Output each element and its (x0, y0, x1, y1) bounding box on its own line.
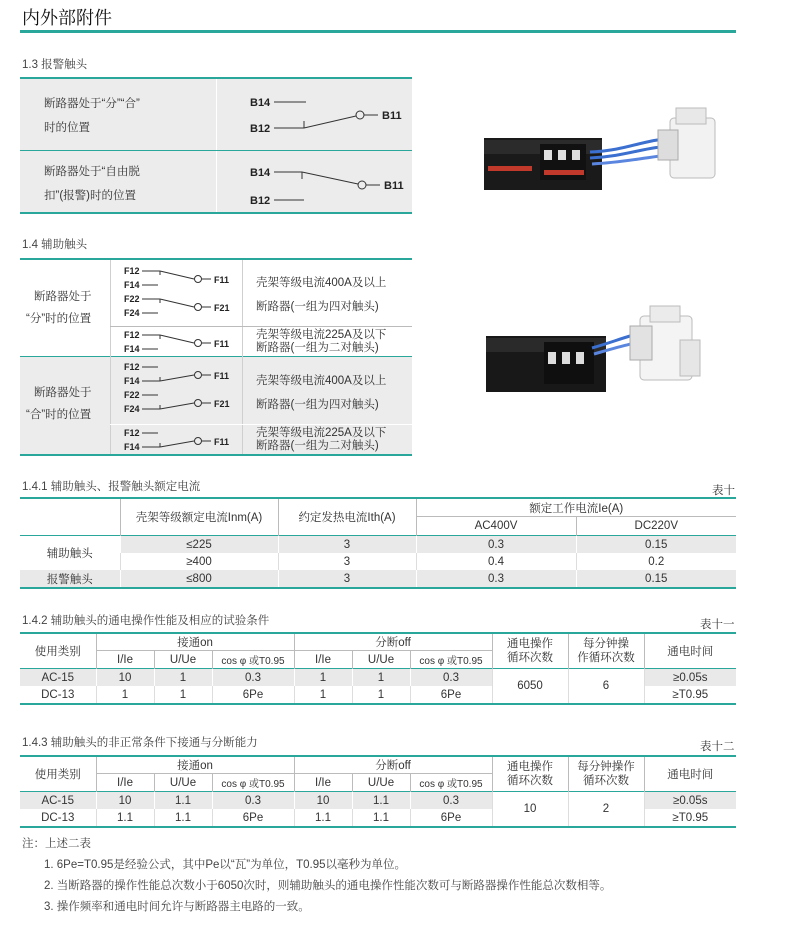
aux-closed-desc225-b: 断路器(一组为二对触头) (256, 440, 379, 452)
label-f24: F24 (124, 404, 140, 414)
label-b12: B12 (250, 123, 271, 135)
label-f12: F12 (124, 330, 140, 340)
cell: 3 (278, 570, 416, 588)
th-sub: I/Ie (294, 651, 352, 669)
cell: ≥T0.95 (644, 809, 736, 827)
cell: 0.3 (410, 669, 492, 687)
cell: 1 (154, 686, 212, 704)
cell: 6Pe (212, 809, 294, 827)
aux-closed-4pair-diagram (114, 360, 240, 420)
th-ie: 额定工作电流Ie(A) (416, 498, 736, 517)
alarm-table (20, 77, 412, 214)
label-b14: B14 (250, 167, 271, 179)
aux-open-desc400-a: 壳架等级电流400A及以上 (256, 277, 387, 289)
th-sub: U/Ue (154, 651, 212, 669)
label-f11: F11 (214, 275, 230, 285)
cell: DC-13 (41, 811, 75, 824)
table10 (20, 497, 736, 589)
th-sub: I/Ie (294, 774, 352, 792)
title-underline (20, 30, 736, 33)
cell: 1.1 (352, 809, 410, 827)
th-inm: 壳架等级额定电流Inm(A) (120, 498, 278, 536)
cell: 6Pe (410, 809, 492, 827)
table12-tag: 表十二 (700, 741, 735, 753)
label-f21: F21 (214, 399, 230, 409)
label-f11: F11 (214, 339, 230, 349)
alarm-contact-photo (480, 100, 730, 210)
th-sub: I/Ie (96, 774, 154, 792)
cell: 1.1 (154, 809, 212, 827)
cell: AC-15 (41, 671, 75, 684)
cell: 0.3 (212, 669, 294, 687)
cell: 1 (294, 686, 352, 704)
alarm-row1-line1: 断路器处于“分”“合” (44, 98, 140, 110)
th-sub: cos φ 或T0.95 (212, 774, 294, 792)
section-heading-alarm: 1.3 报警触头 (22, 59, 88, 71)
alarm-diagram-trip (246, 163, 416, 209)
th-sub: U/Ue (154, 774, 212, 792)
label-f14: F14 (124, 442, 140, 452)
aux-open-desc225-b: 断路器(一组为二对触头) (256, 342, 379, 354)
table10-tag: 表十 (712, 485, 735, 497)
label-f22: F22 (124, 294, 140, 304)
cell: 0.4 (416, 553, 576, 570)
row-alarm-label: 报警触头 (46, 573, 93, 586)
table11 (20, 632, 736, 705)
section-heading-table11: 1.4.2 辅助触头的通电操作性能及相应的试验条件 (22, 615, 270, 627)
label-f12: F12 (124, 266, 140, 276)
cell: 0.3 (212, 792, 294, 810)
th-ac400: AC400V (416, 517, 576, 536)
cell: 1 (154, 669, 212, 687)
aux-contact-photo (480, 300, 730, 410)
th-time: 通电时间 (644, 756, 736, 792)
cell: 1 (294, 669, 352, 687)
cell: DC-13 (41, 688, 75, 701)
th-category: 使用类别 (34, 769, 81, 781)
aux-open-desc400-b: 断路器(一组为四对触头) (256, 301, 379, 313)
cell: 0.3 (410, 792, 492, 810)
label-b12: B12 (250, 195, 271, 207)
aux-closed-desc225-a: 壳架等级电流225A及以下 (256, 427, 387, 439)
aux-closed-line1: 断路器处于 (34, 387, 92, 399)
table11-tag: 表十一 (700, 619, 735, 631)
label-f21: F21 (214, 303, 230, 313)
th-off: 分断off (294, 633, 492, 651)
notes-heading: 注：上述二表 (22, 838, 91, 850)
aux-open-2pair-diagram (114, 328, 240, 356)
th-sub: cos φ 或T0.95 (212, 651, 294, 669)
row-aux-label: 辅助触头 (20, 536, 120, 571)
cell: ≥0.05s (644, 669, 736, 687)
label-f24: F24 (124, 308, 140, 318)
note-item: 2. 当断路器的操作性能总次数小于6050次时，则辅助触头的通电操作性能次数可与断路器操作性能总次数相等。 (44, 880, 612, 892)
cell: 0.2 (576, 553, 736, 570)
section-heading-aux: 1.4 辅助触头 (22, 239, 88, 251)
th-cycles: 通电操作 循环次数 (492, 756, 568, 792)
alarm-row2-line1: 断路器处于“自由脱 (44, 166, 140, 178)
cell: 1.1 (294, 809, 352, 827)
aux-open-line2: “分”时的位置 (26, 313, 92, 325)
cell: 1.1 (154, 792, 212, 810)
cell: 1 (352, 669, 410, 687)
cell: 1.1 (352, 792, 410, 810)
aux-open-desc225-a: 壳架等级电流225A及以下 (256, 329, 387, 341)
th-on: 接通on (96, 633, 294, 651)
th-ith: 约定发热电流Ith(A) (278, 498, 416, 536)
aux-closed-2pair-diagram (114, 426, 240, 454)
cell: AC-15 (41, 794, 75, 807)
label-f14: F14 (124, 376, 140, 386)
aux-closed-desc400-a: 壳架等级电流400A及以上 (256, 375, 387, 387)
cell: 1.1 (96, 809, 154, 827)
alarm-diagram-closed (246, 91, 416, 141)
th-sub: cos φ 或T0.95 (410, 651, 492, 669)
th-time: 通电时间 (644, 633, 736, 669)
th-on: 接通on (96, 756, 294, 774)
cell-cycles: 10 (492, 792, 568, 828)
th-sub: I/Ie (96, 651, 154, 669)
cell: 0.15 (576, 570, 736, 588)
cell: 0.3 (416, 570, 576, 588)
cell: ≤800 (120, 570, 278, 588)
cell-cycles: 6050 (492, 669, 568, 705)
th-sub: U/Ue (352, 651, 410, 669)
th-sub: U/Ue (352, 774, 410, 792)
label-f14: F14 (124, 344, 140, 354)
cell: 10 (96, 792, 154, 810)
cell: ≤225 (120, 536, 278, 554)
aux-closed-line2: “合”时的位置 (26, 409, 92, 421)
cell-permin: 6 (568, 669, 644, 705)
cell: 6Pe (410, 686, 492, 704)
aux-table (20, 258, 412, 456)
cell-permin: 2 (568, 792, 644, 828)
cell: ≥0.05s (644, 792, 736, 810)
label-f22: F22 (124, 390, 140, 400)
th-dc220: DC220V (576, 517, 736, 536)
section-heading-table12: 1.4.3 辅助触头的非正常条件下接通与分断能力 (22, 737, 258, 749)
alarm-row1-line2: 时的位置 (44, 122, 90, 134)
th-category: 使用类别 (34, 646, 81, 658)
label-b11: B11 (382, 110, 402, 122)
page-title: 内外部附件 (22, 8, 112, 28)
th-permin: 每分钟操作 循环次数 (568, 756, 644, 792)
aux-open-4pair-diagram (114, 264, 240, 324)
label-f11: F11 (214, 437, 230, 447)
note-item: 1. 6Pe=T0.95是经验公式，其中Pe以“瓦”为单位，T0.95以毫秒为单位。 (44, 859, 407, 871)
cell: ≥T0.95 (644, 686, 736, 704)
cell: 3 (278, 536, 416, 554)
table12 (20, 755, 736, 828)
cell: 6Pe (212, 686, 294, 704)
cell: 3 (278, 553, 416, 570)
cell: 10 (96, 669, 154, 687)
note-item: 3. 操作频率和通电时间允许与断路器主电路的一致。 (44, 901, 310, 913)
label-f11: F11 (214, 371, 230, 381)
th-sub: cos φ 或T0.95 (410, 774, 492, 792)
label-f12: F12 (124, 362, 140, 372)
label-f12: F12 (124, 428, 140, 438)
label-b11: B11 (384, 180, 404, 192)
cell: 1 (352, 686, 410, 704)
cell: 0.15 (576, 536, 736, 554)
th-permin: 每分钟操 作循环次数 (568, 633, 644, 669)
label-b14: B14 (250, 97, 271, 109)
aux-closed-desc400-b: 断路器(一组为四对触头) (256, 399, 379, 411)
section-heading-table10: 1.4.1 辅助触头、报警触头额定电流 (22, 481, 201, 493)
alarm-row2-line2: 扣”(报警)时的位置 (44, 190, 136, 202)
cell: ≥400 (120, 553, 278, 570)
cell: 0.3 (416, 536, 576, 554)
aux-open-line1: 断路器处于 (34, 291, 92, 303)
notes (22, 834, 611, 918)
label-f14: F14 (124, 280, 140, 290)
th-off: 分断off (294, 756, 492, 774)
cell: 1 (96, 686, 154, 704)
th-cycles: 通电操作 循环次数 (492, 633, 568, 669)
cell: 10 (294, 792, 352, 810)
